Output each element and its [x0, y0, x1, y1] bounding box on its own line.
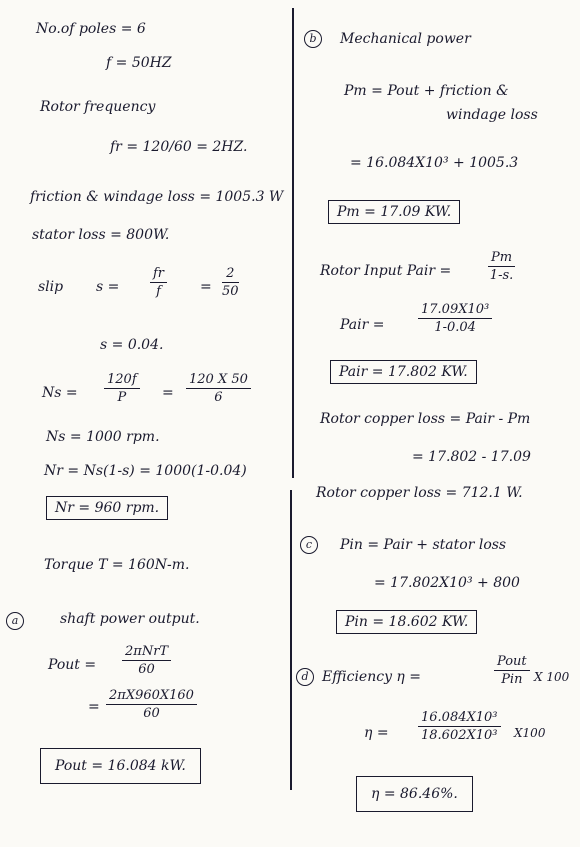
pout-label: Pout = — [48, 657, 97, 673]
ns-fraction-denominator: P — [117, 390, 127, 405]
efficiency-result-box: η = 86.46%. — [356, 776, 473, 812]
efficiency-calc-numerator: 16.084X10³ — [418, 710, 501, 727]
efficiency-calc-fraction — [418, 710, 501, 743]
stator-loss: stator loss = 800W. — [32, 227, 170, 243]
slip-label: slip — [38, 279, 64, 295]
pout-formula-numerator: 2πNrT — [122, 644, 171, 661]
efficiency-calc-x100: X100 — [514, 726, 546, 740]
pin-calc: = 17.802X10³ + 800 — [374, 575, 520, 591]
pair-calc-label: Pair = — [340, 317, 385, 333]
slip-fraction2-numerator: 2 — [222, 266, 239, 283]
pair-calc-denominator: 1-0.04 — [434, 320, 476, 335]
ns-fraction-numerator: 120f — [104, 372, 140, 389]
torque-line: Torque T = 160N-m. — [44, 557, 190, 573]
slip-fraction-fr-over-f — [150, 266, 167, 299]
ns-value: Ns = 1000 rpm. — [46, 429, 160, 445]
shaft-power-heading: shaft power output. — [60, 611, 200, 627]
pm-formula-line2: windage loss — [446, 107, 538, 123]
pin-result-box: Pin = 18.602 KW. — [336, 610, 477, 634]
slip-eq2: = — [200, 279, 212, 295]
slip-fraction-denominator: f — [156, 284, 161, 299]
rotor-copper-loss-calc: = 17.802 - 17.09 — [412, 449, 531, 465]
efficiency-label: Efficiency η = — [322, 669, 422, 685]
slip-fraction-numerator: fr — [150, 266, 167, 283]
ns-fraction-numbers — [186, 372, 251, 405]
rotor-copper-loss-formula: Rotor copper loss = Pair - Pm — [320, 411, 531, 427]
slip-value: s = 0.04. — [100, 337, 164, 353]
pm-calculation: = 16.084X10³ + 1005.3 — [350, 155, 519, 171]
pout-eq2: = — [88, 699, 100, 715]
pout-numbers-fraction — [106, 688, 197, 721]
slip-fraction-2-over-50 — [222, 266, 239, 299]
nr-formula: Nr = Ns(1-s) = 1000(1-0.04) — [44, 463, 247, 479]
column-divider-lower — [290, 490, 292, 790]
column-divider — [292, 8, 294, 478]
part-d-marker: d — [296, 668, 314, 686]
efficiency-numerator: Pout — [494, 654, 530, 671]
ns-eq: = — [162, 385, 174, 401]
pout-result-box: Pout = 16.084 kW. — [40, 748, 201, 784]
efficiency-denominator: Pin — [501, 672, 523, 687]
efficiency-calc-denominator: 18.602X10³ — [421, 728, 498, 743]
pin-formula: Pin = Pair + stator loss — [340, 537, 507, 553]
rotor-frequency-value: fr = 120/60 = 2HZ. — [110, 139, 248, 155]
efficiency-fraction — [494, 654, 530, 687]
rotor-input-fraction — [488, 250, 515, 283]
slip-fraction2-denominator: 50 — [222, 284, 239, 299]
rotor-input-numerator: Pm — [488, 250, 515, 267]
pair-calc-fraction — [418, 302, 492, 335]
frequency-line: f = 50HZ — [106, 55, 172, 71]
pout-formula-denominator: 60 — [138, 662, 155, 677]
slip-s-eq: s = — [96, 279, 120, 295]
ns-fraction2-denominator: 6 — [214, 390, 223, 405]
poles-line: No.of poles = 6 — [36, 21, 146, 37]
ns-fraction-120f-over-p — [104, 372, 140, 405]
pout-formula-fraction — [122, 644, 171, 677]
pm-result-box: Pm = 17.09 KW. — [328, 200, 460, 224]
friction-windage-loss: friction & windage loss = 1005.3 W — [30, 189, 284, 205]
part-a-marker: a — [6, 612, 24, 630]
pout-numbers-denominator: 60 — [143, 706, 160, 721]
rotor-copper-loss-result: Rotor copper loss = 712.1 W. — [316, 485, 523, 501]
pm-formula-line1: Pm = Pout + friction & — [344, 83, 509, 99]
efficiency-x100: X 100 — [534, 670, 570, 684]
rotor-input-denominator: 1-s. — [489, 268, 514, 283]
pair-calc-numerator: 17.09X10³ — [418, 302, 492, 319]
pair-result-box: Pair = 17.802 KW. — [330, 360, 477, 384]
mechanical-power-heading: Mechanical power — [340, 31, 471, 47]
nr-result-box: Nr = 960 rpm. — [46, 496, 168, 520]
pout-numbers-numerator: 2πX960X160 — [106, 688, 197, 705]
efficiency-calc-label: η = — [364, 725, 389, 741]
part-c-marker: c — [300, 536, 318, 554]
rotor-input-label: Rotor Input Pair = — [320, 263, 452, 279]
ns-label: Ns = — [42, 385, 78, 401]
ns-fraction2-numerator: 120 X 50 — [186, 372, 251, 389]
part-b-marker: b — [304, 30, 322, 48]
rotor-frequency-heading: Rotor frequency — [40, 99, 156, 115]
